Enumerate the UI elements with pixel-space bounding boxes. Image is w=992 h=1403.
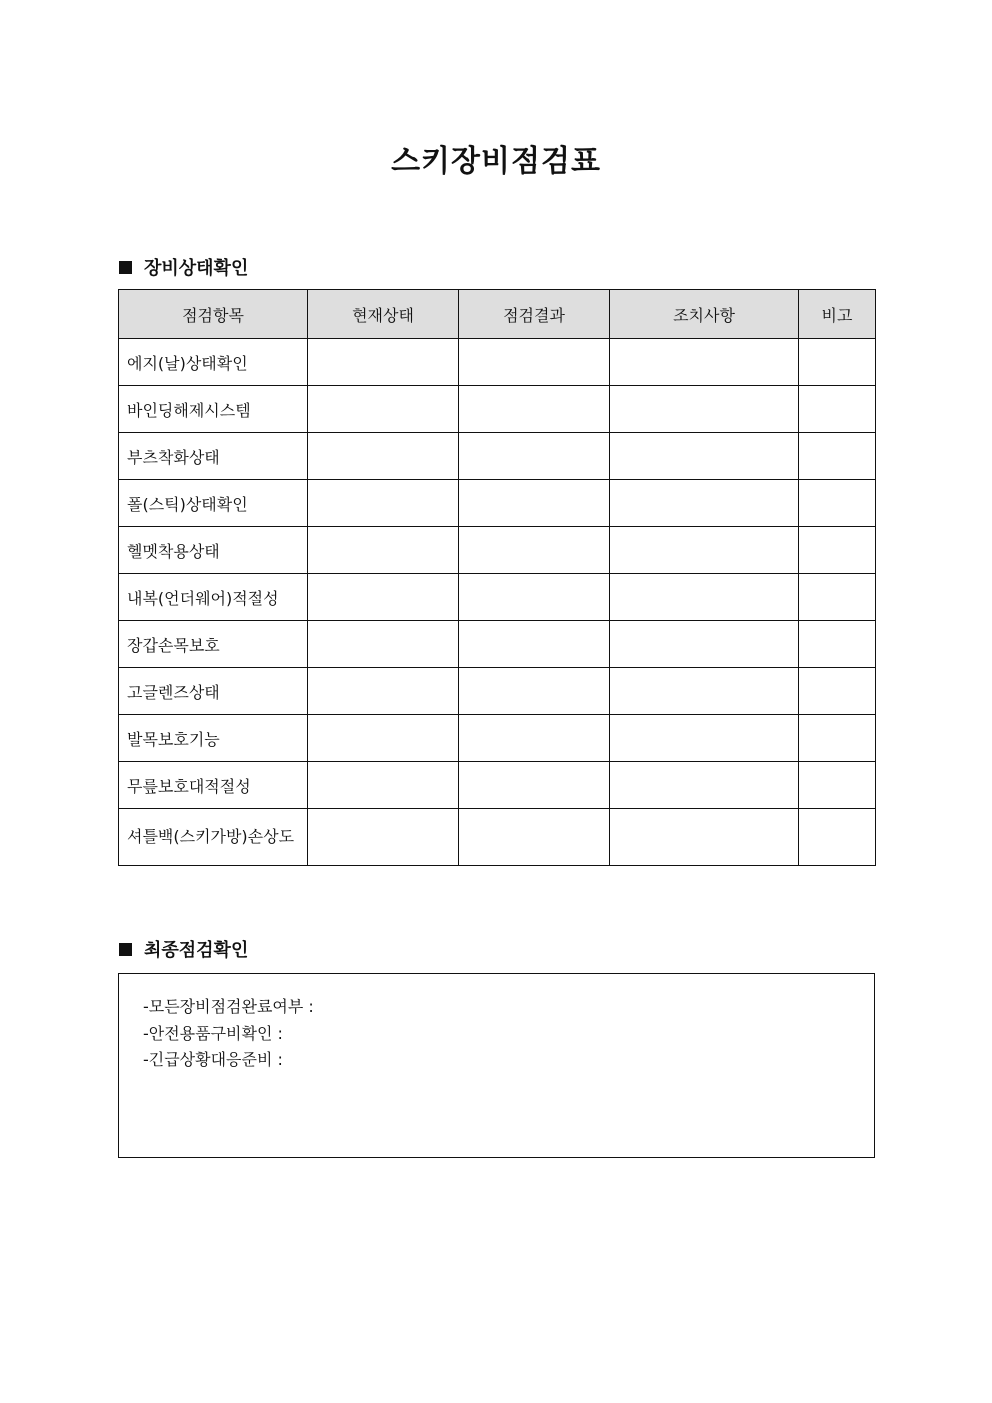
action-cell[interactable] bbox=[610, 574, 799, 621]
item-cell: 부츠착화상태 bbox=[119, 433, 308, 480]
section-heading-label: 최종점검확인 bbox=[144, 940, 249, 961]
item-cell: 장갑손목보호 bbox=[119, 621, 308, 668]
table-row bbox=[119, 574, 876, 621]
result-cell[interactable] bbox=[459, 386, 610, 433]
item-cell: 셔틀백(스키가방)손상도 bbox=[119, 809, 308, 866]
section-heading-equipment-status bbox=[119, 254, 248, 280]
note-cell[interactable] bbox=[799, 762, 876, 809]
table-row bbox=[119, 480, 876, 527]
current-cell[interactable] bbox=[308, 527, 459, 574]
note-cell[interactable] bbox=[799, 339, 876, 386]
note-cell[interactable] bbox=[799, 809, 876, 866]
note-cell[interactable] bbox=[799, 527, 876, 574]
note-cell[interactable] bbox=[799, 621, 876, 668]
item-cell: 에지(날)상태확인 bbox=[119, 339, 308, 386]
result-cell[interactable] bbox=[459, 480, 610, 527]
final-check-line-emergency: -긴급상황대응준비 : bbox=[143, 1050, 283, 1069]
table-row bbox=[119, 621, 876, 668]
note-cell[interactable] bbox=[799, 386, 876, 433]
column-header-result: 점검결과 bbox=[459, 290, 610, 339]
action-cell[interactable] bbox=[610, 339, 799, 386]
result-cell[interactable] bbox=[459, 574, 610, 621]
result-cell[interactable] bbox=[459, 715, 610, 762]
current-cell[interactable] bbox=[308, 621, 459, 668]
section-heading-final-check bbox=[119, 936, 248, 962]
note-cell[interactable] bbox=[799, 715, 876, 762]
note-cell[interactable] bbox=[799, 480, 876, 527]
action-cell[interactable] bbox=[610, 480, 799, 527]
item-cell: 고글렌즈상태 bbox=[119, 668, 308, 715]
table-row bbox=[119, 762, 876, 809]
current-cell[interactable] bbox=[308, 762, 459, 809]
result-cell[interactable] bbox=[459, 433, 610, 480]
action-cell[interactable] bbox=[610, 621, 799, 668]
table-row bbox=[119, 339, 876, 386]
action-cell[interactable] bbox=[610, 433, 799, 480]
result-cell[interactable] bbox=[459, 668, 610, 715]
item-cell: 헬멧착용상태 bbox=[119, 527, 308, 574]
column-header-item: 점검항목 bbox=[119, 290, 308, 339]
current-cell[interactable] bbox=[308, 339, 459, 386]
final-check-box[interactable] bbox=[118, 973, 875, 1158]
final-check-line-safety-gear: -안전용품구비확인 : bbox=[143, 1023, 283, 1043]
table-header-row bbox=[119, 290, 876, 339]
action-cell[interactable] bbox=[610, 809, 799, 866]
current-cell[interactable] bbox=[308, 574, 459, 621]
final-check-line-completion: -모든장비점검완료여부 : bbox=[143, 997, 314, 1016]
action-cell[interactable] bbox=[610, 668, 799, 715]
current-cell[interactable] bbox=[308, 715, 459, 762]
equipment-check-table bbox=[118, 289, 876, 866]
action-cell[interactable] bbox=[610, 527, 799, 574]
table-row bbox=[119, 433, 876, 480]
current-cell[interactable] bbox=[308, 480, 459, 527]
current-cell[interactable] bbox=[308, 386, 459, 433]
item-cell: 무릎보호대적절성 bbox=[119, 762, 308, 809]
result-cell[interactable] bbox=[459, 809, 610, 866]
document-title: 스키장비점검표 bbox=[391, 144, 601, 179]
table-row bbox=[119, 715, 876, 762]
square-bullet-icon bbox=[119, 943, 132, 956]
table-row bbox=[119, 527, 876, 574]
current-cell[interactable] bbox=[308, 433, 459, 480]
result-cell[interactable] bbox=[459, 621, 610, 668]
note-cell[interactable] bbox=[799, 433, 876, 480]
item-cell: 폴(스틱)상태확인 bbox=[119, 480, 308, 527]
item-cell: 발목보호기능 bbox=[119, 715, 308, 762]
result-cell[interactable] bbox=[459, 527, 610, 574]
result-cell[interactable] bbox=[459, 762, 610, 809]
note-cell[interactable] bbox=[799, 574, 876, 621]
result-cell[interactable] bbox=[459, 339, 610, 386]
item-cell: 바인딩해제시스템 bbox=[119, 386, 308, 433]
action-cell[interactable] bbox=[610, 715, 799, 762]
action-cell[interactable] bbox=[610, 386, 799, 433]
item-cell: 내복(언더웨어)적절성 bbox=[119, 574, 308, 621]
column-header-current: 현재상태 bbox=[308, 290, 459, 339]
table-row bbox=[119, 386, 876, 433]
action-cell[interactable] bbox=[610, 762, 799, 809]
square-bullet-icon bbox=[119, 261, 132, 274]
column-header-note: 비고 bbox=[799, 290, 876, 339]
column-header-action: 조치사항 bbox=[610, 290, 799, 339]
current-cell[interactable] bbox=[308, 809, 459, 866]
section-heading-label: 장비상태확인 bbox=[144, 258, 249, 279]
note-cell[interactable] bbox=[799, 668, 876, 715]
table-row bbox=[119, 809, 876, 866]
table-row bbox=[119, 668, 876, 715]
current-cell[interactable] bbox=[308, 668, 459, 715]
